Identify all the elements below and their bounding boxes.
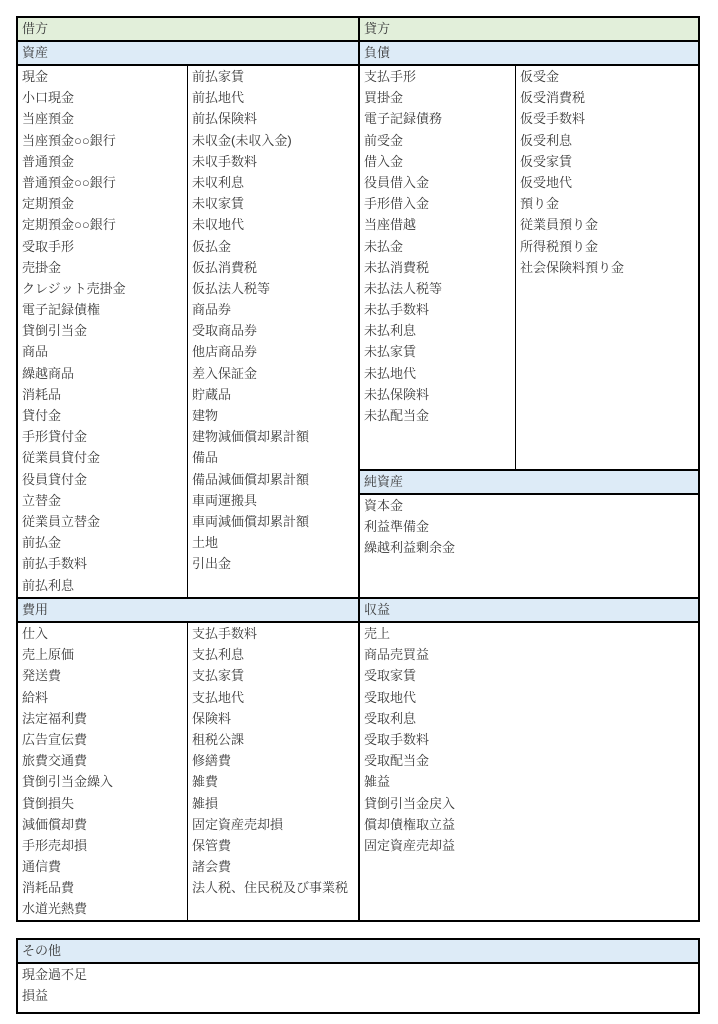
net-assets-body <box>360 495 698 597</box>
expenses-column-2 <box>188 623 358 920</box>
account-item: 社会保険料預り金 <box>520 259 625 275</box>
account-item: 建物 <box>192 408 219 423</box>
account-item: 支払家賃 <box>192 668 245 684</box>
account-item: 支払手形 <box>364 69 417 84</box>
account-item: 売上 <box>364 626 391 641</box>
account-item: 受取商品券 <box>192 323 258 339</box>
account-item: 償却債権取立益 <box>364 816 456 832</box>
expenses-body <box>18 623 358 920</box>
account-item: 前払利息 <box>22 577 75 593</box>
account-item: 未払配当金 <box>364 408 430 423</box>
account-item: 手形借入金 <box>364 196 430 212</box>
account-item: 雑費 <box>192 774 219 790</box>
account-item: 未収家賃 <box>192 196 245 212</box>
account-item: 繰越商品 <box>22 365 75 381</box>
account-item: 消耗品 <box>22 386 62 402</box>
account-item: 普通預金○○銀行 <box>22 174 116 190</box>
account-item: 諸会費 <box>192 859 232 875</box>
account-item: 発送費 <box>22 668 62 684</box>
account-item: 前払家賃 <box>192 69 245 84</box>
account-item: 仮受金 <box>520 69 560 84</box>
account-item: 借入金 <box>364 153 404 169</box>
chart-of-accounts-table <box>16 16 700 922</box>
account-item: 未払消費税 <box>364 259 430 275</box>
account-item: 支払利息 <box>192 647 245 663</box>
account-item: 未払家賃 <box>364 344 417 360</box>
account-item: 保険料 <box>192 710 232 726</box>
account-item: 未収手数料 <box>192 153 258 169</box>
account-item: 電子記録債権 <box>22 302 101 318</box>
account-item: 電子記録債務 <box>364 111 443 127</box>
account-item: 現金過不足 <box>22 967 88 982</box>
account-item: 減価償却費 <box>22 816 88 832</box>
credit-half <box>358 18 698 920</box>
account-item: 未払法人税等 <box>364 280 443 296</box>
account-item: 仕入 <box>22 626 49 641</box>
account-item: 貸倒損失 <box>22 795 75 811</box>
account-item: 車両減価償却累計額 <box>192 513 310 529</box>
account-item: 貸倒引当金 <box>22 323 88 339</box>
account-item: 仮受手数料 <box>520 111 586 127</box>
account-item: 資本金 <box>364 498 404 513</box>
account-item: 当座預金○○銀行 <box>22 132 116 148</box>
assets-column-1 <box>18 66 188 597</box>
account-item: 仮受家賃 <box>520 153 573 169</box>
account-item: 修繕費 <box>192 753 232 769</box>
account-item: 受取手数料 <box>364 731 430 747</box>
credit-header: 貸方 <box>360 18 698 42</box>
account-item: 前払金 <box>22 535 62 551</box>
account-item: 備品 <box>192 450 219 466</box>
account-item: 仮払法人税等 <box>192 280 271 296</box>
account-item: 未払手数料 <box>364 302 430 318</box>
liabilities-column-1 <box>360 66 516 469</box>
account-item: 車両運搬具 <box>192 492 258 508</box>
revenue-body <box>360 623 698 920</box>
account-item: 現金 <box>22 69 49 84</box>
account-item: 他店商品券 <box>192 344 258 360</box>
account-item: 法定福利費 <box>22 710 88 726</box>
account-item: 買掛金 <box>364 90 404 106</box>
account-item: 引出金 <box>192 556 232 572</box>
account-item: 雑損 <box>192 795 219 811</box>
account-item: 未払利息 <box>364 323 417 339</box>
account-item: 給料 <box>22 689 49 705</box>
account-item: 前払保険料 <box>192 111 258 127</box>
debit-half <box>18 18 358 920</box>
account-item: 旅費交通費 <box>22 753 88 769</box>
account-item: 所得税預り金 <box>520 238 599 254</box>
account-item: 固定資産売却損 <box>192 816 284 832</box>
account-item: 仮受利息 <box>520 132 573 148</box>
account-item: 前受金 <box>364 132 404 148</box>
account-item: 小口現金 <box>22 90 75 106</box>
liabilities-section-header: 負債 <box>360 42 698 66</box>
other-section-header: その他 <box>18 940 698 964</box>
account-item: 支払地代 <box>192 689 245 705</box>
account-item: 法人税、住民税及び事業税 <box>192 880 349 896</box>
account-item: 前払手数料 <box>22 556 88 572</box>
account-item: 売上原価 <box>22 647 75 663</box>
account-item: 商品券 <box>192 302 232 318</box>
account-item: 固定資産売却益 <box>364 837 456 853</box>
account-item: 貯蔵品 <box>192 386 232 402</box>
account-item: 消耗品費 <box>22 880 75 896</box>
account-item: 貸倒引当金戻入 <box>364 795 456 811</box>
expenses-column-1 <box>18 623 188 920</box>
account-item: 受取配当金 <box>364 753 430 769</box>
assets-column-2 <box>188 66 358 597</box>
account-item: 役員貸付金 <box>22 471 88 487</box>
account-item: 手形貸付金 <box>22 429 88 445</box>
account-item: 備品減価償却累計額 <box>192 471 310 487</box>
account-item: 従業員貸付金 <box>22 450 101 466</box>
account-item: 商品売買益 <box>364 647 430 663</box>
account-item: 損益 <box>22 988 49 1004</box>
account-item: 未払保険料 <box>364 386 430 402</box>
account-item: 通信費 <box>22 859 62 875</box>
account-item: 未収金(未収入金) <box>192 132 292 148</box>
account-item: 未収利息 <box>192 174 245 190</box>
liabilities-column-2 <box>516 66 698 469</box>
account-item: 水道光熱費 <box>22 901 88 917</box>
account-item: 役員借入金 <box>364 174 430 190</box>
account-item: 未払地代 <box>364 365 417 381</box>
account-item: 商品 <box>22 344 49 360</box>
account-item: 当座借越 <box>364 217 417 233</box>
account-item: 受取家賃 <box>364 668 417 684</box>
account-item: 仮払消費税 <box>192 259 258 275</box>
account-item: 土地 <box>192 535 219 551</box>
account-item: 預り金 <box>520 196 560 212</box>
account-item: 利益準備金 <box>364 519 430 535</box>
other-accounts-table <box>16 938 700 1014</box>
account-item: 定期預金○○銀行 <box>22 217 116 233</box>
expenses-section-header: 費用 <box>18 597 358 623</box>
other-body <box>18 964 698 1012</box>
account-item: 未収地代 <box>192 217 245 233</box>
account-item: 普通預金 <box>22 153 75 169</box>
account-item: 租税公課 <box>192 731 245 747</box>
net-assets-section-header: 純資産 <box>360 469 698 495</box>
account-item: 広告宣伝費 <box>22 731 88 747</box>
revenue-section-header: 収益 <box>360 597 698 623</box>
account-item: 売掛金 <box>22 259 62 275</box>
assets-section-header: 資産 <box>18 42 358 66</box>
account-item: 未払金 <box>364 238 404 254</box>
account-item: 繰越利益剰余金 <box>364 540 456 556</box>
account-item: 受取地代 <box>364 689 417 705</box>
account-item: 貸付金 <box>22 408 62 423</box>
account-item: 貸倒引当金繰入 <box>22 774 114 790</box>
account-item: 前払地代 <box>192 90 245 106</box>
account-item: 差入保証金 <box>192 365 258 381</box>
account-item: 受取利息 <box>364 710 417 726</box>
account-item: 手形売却損 <box>22 837 88 853</box>
liabilities-body <box>360 66 698 469</box>
account-item: 定期預金 <box>22 196 75 212</box>
account-item: 当座預金 <box>22 111 75 127</box>
account-item: 雑益 <box>364 774 391 790</box>
account-item: 支払手数料 <box>192 626 258 641</box>
account-item: 保管費 <box>192 837 232 853</box>
account-item: 従業員預り金 <box>520 217 599 233</box>
account-item: クレジット売掛金 <box>22 280 126 296</box>
account-item: 仮払金 <box>192 238 232 254</box>
account-item: 仮受地代 <box>520 174 573 190</box>
account-item: 仮受消費税 <box>520 90 586 106</box>
account-item: 建物減価償却累計額 <box>192 429 310 445</box>
account-item: 立替金 <box>22 492 62 508</box>
debit-header: 借方 <box>18 18 358 42</box>
account-item: 従業員立替金 <box>22 513 101 529</box>
assets-body <box>18 66 358 597</box>
account-item: 受取手形 <box>22 238 75 254</box>
